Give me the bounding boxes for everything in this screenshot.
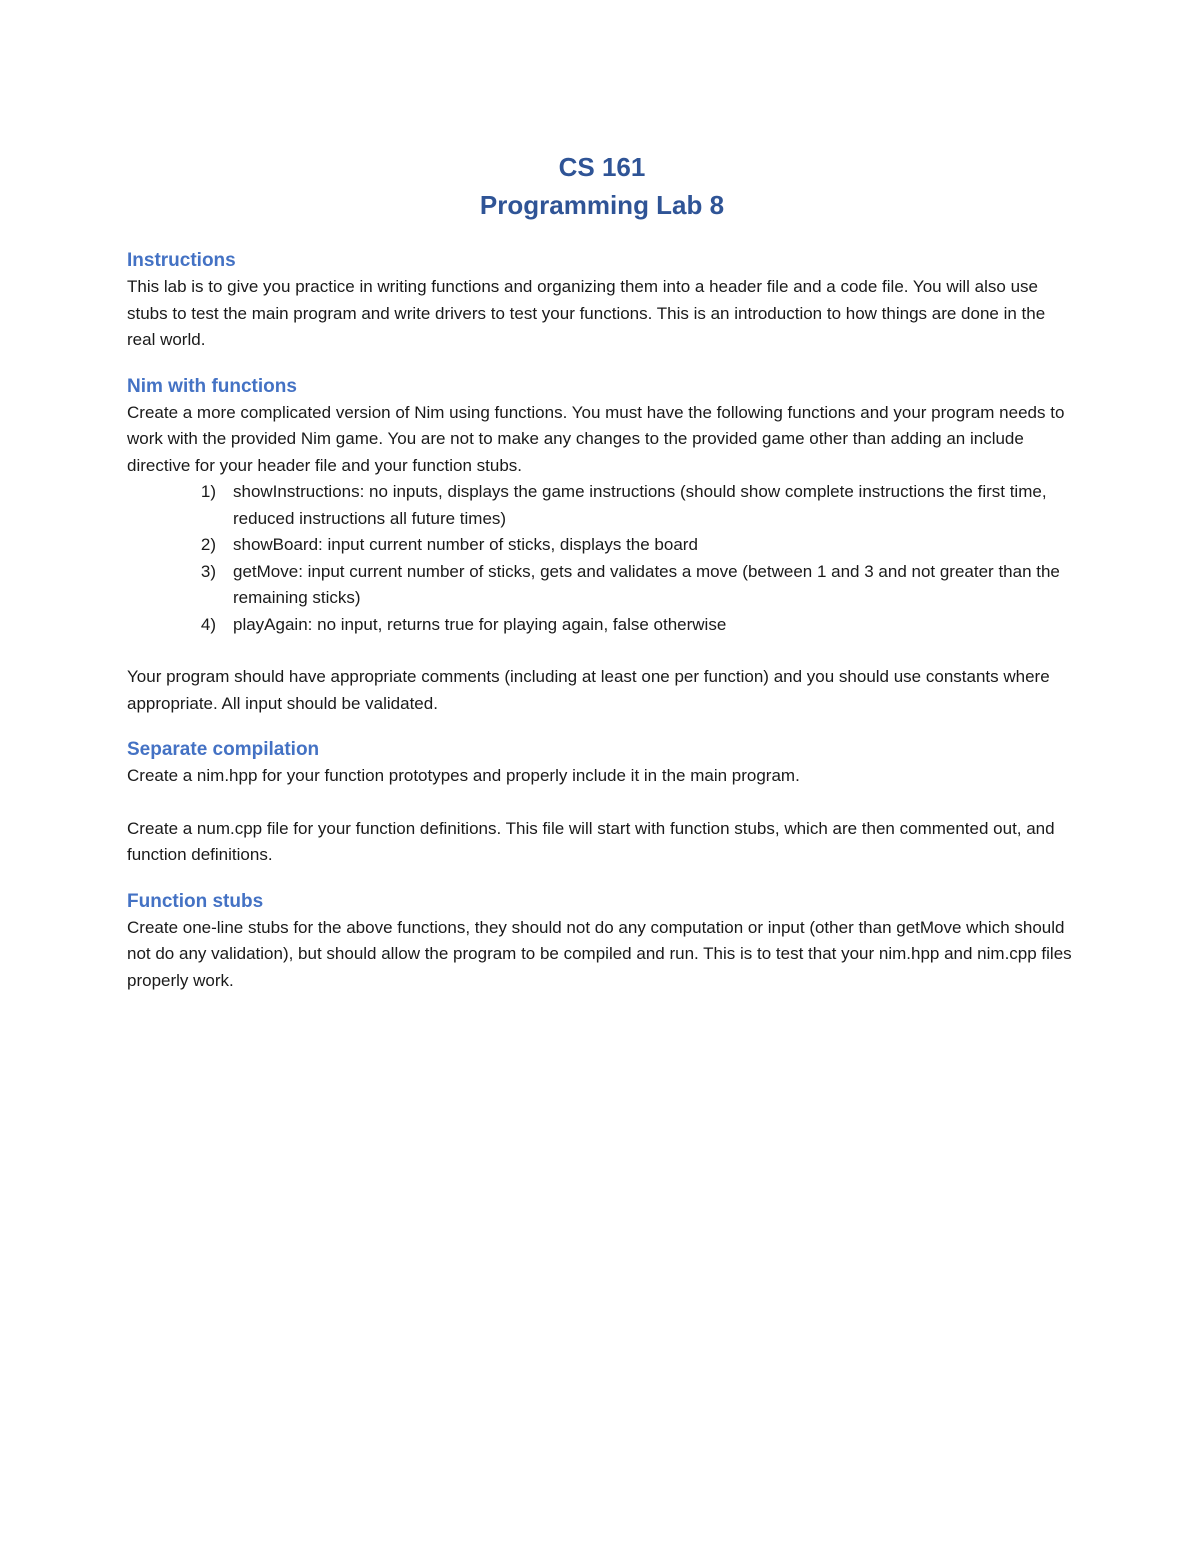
list-item: [127, 612, 1077, 639]
course-title: CS 161: [558, 152, 646, 182]
section-heading: Separate compilation: [127, 739, 320, 760]
list-item: [127, 532, 1077, 559]
document-page: [127, 148, 1077, 1014]
stubs-body: Create one-line stubs for the above functions, they should not do any computation or input (other than getMove which should not do any validation), but should allow the program to be compiled and run. This is to test that your nim.hpp and nim.cpp files properly work.: [127, 917, 1072, 990]
lab-title: Programming Lab 8: [479, 190, 725, 220]
list-text: showInstructions: no inputs, displays the game instructions (should show complete instructions the first time, reduced instructions all future times): [233, 482, 1047, 528]
nim-body: Create a more complicated version of Nim using functions. You must have the following functions and your program needs to work with the provided Nim game. You are not to make any changes to the provided game other than adding an include directive for your header file and your function stubs.: [127, 402, 1065, 475]
section-heading: Nim with functions: [127, 375, 297, 397]
section-heading: Function stubs: [127, 890, 264, 912]
section-separate-compilation: [127, 737, 1077, 869]
section-nim-with-functions: [127, 374, 1077, 718]
separate-para-2: Create a num.cpp file for your function definitions. This file will start with function stubs, which are then commented out, and function definitions.: [127, 818, 1055, 864]
function-list: [127, 479, 1077, 638]
list-number: 3): [200, 561, 216, 581]
document-title: [127, 148, 1077, 224]
list-item: [127, 479, 1077, 532]
list-text: showBoard: input current number of sticks, displays the board: [233, 535, 698, 554]
list-number: 1): [200, 482, 216, 501]
list-number: 2): [200, 535, 216, 554]
list-item: [127, 559, 1077, 612]
section-function-stubs: [127, 889, 1077, 995]
separate-para-1: Create a nim.hpp for your function prototypes and properly include it in the main program.: [127, 766, 800, 785]
instructions-body: This lab is to give you practice in writing functions and organizing them into a header file and a code file. You will also use stubs to test the main program and write drivers to test your functions. This is an introduction to how things are done in the real world.: [127, 277, 1046, 349]
list-text: playAgain: no input, returns true for playing again, false otherwise: [233, 614, 727, 634]
nim-closing: Your program should have appropriate comments (including at least one per function) and you should use constants where appropriate. All input should be validated.: [127, 667, 1050, 713]
section-instructions: [127, 248, 1077, 354]
list-number: 4): [200, 614, 216, 634]
section-heading: Instructions: [127, 250, 236, 271]
list-text: getMove: input current number of sticks, gets and validates a move (between 1 and 3 and not greater than the remaining sticks): [233, 561, 1060, 607]
